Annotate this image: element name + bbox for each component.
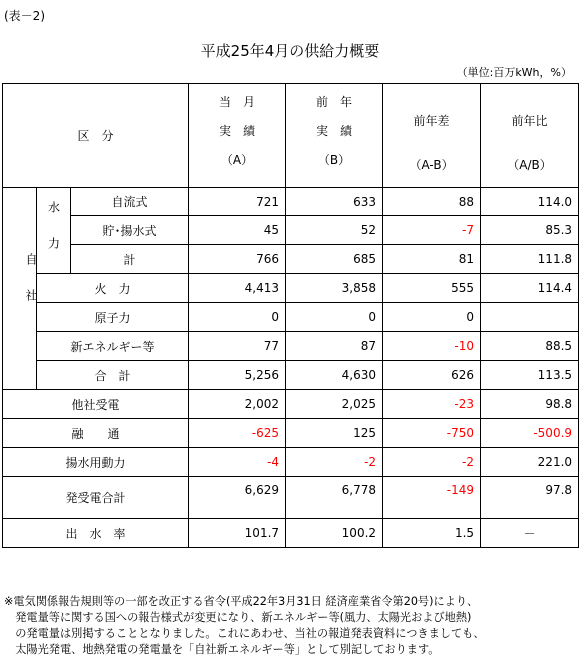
supply-table [2,83,579,548]
group-hydro-label: 水 力 [37,188,71,274]
table-row [3,274,579,303]
group-own-label: 自 社 [3,188,37,390]
cell-diff: 626 [383,361,481,390]
cell-ratio: 97.8 [481,477,579,519]
cell-ratio: 85.3 [481,216,579,245]
table-row [3,419,579,448]
row-label: 自流式 [71,188,189,216]
cell-a: 721 [189,188,286,216]
cell-b: 0 [286,303,383,332]
cell-ratio: -500.9 [481,419,579,448]
row-label: 揚水用動力 [3,448,189,477]
footnote-line: ※電気関係報告規則等の一部を改正する省令(平成22年3月31日 経済産業省令第20号)により、 [4,595,479,608]
row-label: 合 計 [37,361,189,390]
cell-a: 0 [189,303,286,332]
table-row [3,245,579,274]
cell-b: 6,778 [286,477,383,519]
cell-a: 766 [189,245,286,274]
cell-diff: 1.5 [383,519,481,548]
cell-a: 4,413 [189,274,286,303]
cell-b: 3,858 [286,274,383,303]
row-label: 計 [71,245,189,274]
cell-a: 101.7 [189,519,286,548]
row-label: 融 通 [3,419,189,448]
cell-b: 87 [286,332,383,361]
cell-a: 5,256 [189,361,286,390]
table-row [3,477,579,519]
unit-label: （単位:百万kWh，%） [456,66,572,79]
table-tag: (表－2) [4,9,45,23]
cell-b: 52 [286,216,383,245]
header-col-ratio: 前年比 （A/B） [481,84,579,188]
row-label: 原子力 [37,303,189,332]
cell-ratio: 114.4 [481,274,579,303]
cell-b: 633 [286,188,383,216]
cell-ratio: － [481,519,579,548]
table-row [3,216,579,245]
header-category: 区 分 [3,84,189,188]
header-row [3,84,579,188]
cell-a: -4 [189,448,286,477]
cell-ratio: 98.8 [481,390,579,419]
cell-ratio: 221.0 [481,448,579,477]
header-col-diff: 前年差 （A-B） [383,84,481,188]
row-label: 発受電合計 [3,477,189,519]
cell-a: 45 [189,216,286,245]
cell-diff: -23 [383,390,481,419]
cell-ratio: 111.8 [481,245,579,274]
row-label: 新エネルギー等 [37,332,189,361]
page-title: 平成25年4月の供給力概要 [200,42,380,60]
row-label: 貯･揚水式 [71,216,189,245]
cell-diff: -750 [383,419,481,448]
cell-diff: 0 [383,303,481,332]
cell-diff: 88 [383,188,481,216]
footnote-line: 太陽光発電、地熱発電の発電量を「自社新エネルギー等」として別記しております。 [4,643,440,656]
cell-diff: 81 [383,245,481,274]
header-col-a: 当 月 実 績 （A） [189,84,286,188]
footnote-line: 発電量等に関する国への報告様式が変更になり、新エネルギー等(風力、太陽光および地熱) [4,611,472,624]
table-row [3,188,579,216]
cell-b: 125 [286,419,383,448]
cell-diff: -10 [383,332,481,361]
row-label: 出 水 率 [3,519,189,548]
cell-a: 6,629 [189,477,286,519]
cell-b: -2 [286,448,383,477]
cell-b: 100.2 [286,519,383,548]
table-row [3,390,579,419]
table-row [3,448,579,477]
cell-b: 685 [286,245,383,274]
footnote-line: の発電量は別掲することとなりました。これにあわせ、当社の報道発表資料につきましても、 [4,627,485,640]
cell-diff: 555 [383,274,481,303]
cell-b: 4,630 [286,361,383,390]
cell-ratio: 113.5 [481,361,579,390]
row-label: 火 力 [37,274,189,303]
row-label: 他社受電 [3,390,189,419]
cell-diff: -149 [383,477,481,519]
cell-a: 77 [189,332,286,361]
table-row [3,361,579,390]
table-row [3,303,579,332]
cell-ratio: 114.0 [481,188,579,216]
footnote [4,594,485,658]
cell-a: -625 [189,419,286,448]
cell-a: 2,002 [189,390,286,419]
cell-diff: -7 [383,216,481,245]
cell-b: 2,025 [286,390,383,419]
cell-ratio: 88.5 [481,332,579,361]
header-col-b: 前 年 実 績 （B） [286,84,383,188]
cell-diff: -2 [383,448,481,477]
cell-ratio [481,303,579,332]
table-row [3,332,579,361]
table-row [3,519,579,548]
